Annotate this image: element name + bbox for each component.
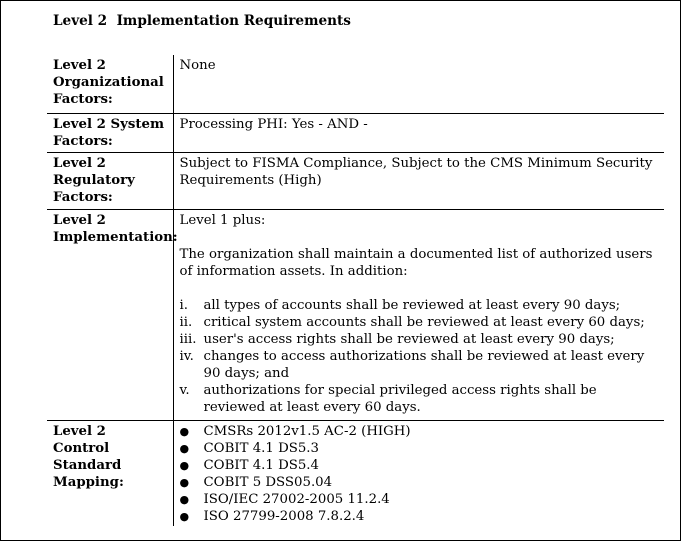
implementation-intro: Level 1 plus:	[179, 212, 266, 228]
list-item-text: COBIT 5 DSS05.04	[203, 474, 333, 490]
table-row	[47, 55, 664, 113]
table-row	[47, 152, 664, 209]
list-item-text: ISO 27799-2008 7.8.2.4	[203, 508, 365, 524]
list-item-number: iii.	[179, 331, 197, 347]
list-item	[180, 491, 659, 508]
list-item-text: critical system accounts shall be reviewed at least every 60 days;	[203, 314, 645, 330]
bullet-icon: ●	[179, 458, 190, 472]
list-item-number: iv.	[179, 348, 194, 364]
list-item	[180, 457, 659, 474]
row-value-regulatory-factors: Subject to FISMA Compliance, Subject to the CMS Minimum Security Requirements (High)	[173, 152, 664, 209]
table-row	[47, 420, 664, 526]
list-item-text: ISO/IEC 27002-2005 11.2.4	[203, 491, 390, 507]
list-item	[180, 314, 659, 331]
list-item-number: v.	[179, 382, 190, 398]
row-value-organizational-factors: None	[173, 55, 664, 113]
list-item-text: COBIT 4.1 DS5.3	[203, 440, 319, 456]
bullet-icon: ●	[179, 441, 190, 455]
row-label-system-factors: Level 2 System Factors:	[47, 113, 173, 152]
row-label-organizational-factors: Level 2 Organizational Factors:	[53, 58, 164, 107]
bullet-icon: ●	[179, 424, 190, 438]
list-item-text: all types of accounts shall be reviewed at least every 90 days;	[203, 297, 621, 313]
list-item-text: changes to access authorizations shall be reviewed at least every 90 days; and	[203, 348, 645, 381]
list-item-text: user's access rights shall be reviewed at least every 90 days;	[203, 331, 615, 347]
table-row	[47, 209, 664, 420]
list-item	[180, 348, 659, 382]
list-item	[180, 474, 659, 491]
list-item	[180, 440, 659, 457]
list-item	[180, 331, 659, 348]
list-item-text: authorizations for special privileged access rights shall be reviewed at least every 60 days.	[203, 382, 597, 415]
section-title: Level 2 Implementation Requirements	[53, 13, 351, 29]
row-value-control-standard-mapping	[173, 420, 664, 526]
implementation-list	[180, 297, 659, 416]
row-label-regulatory-factors: Level 2 Regulatory Factors:	[47, 152, 173, 209]
list-item	[180, 297, 659, 314]
mapping-list	[180, 423, 659, 525]
row-value-system-factors: Processing PHI: Yes - AND -	[173, 113, 664, 152]
bullet-icon: ●	[179, 509, 190, 523]
list-item	[180, 382, 659, 416]
list-item	[180, 423, 659, 440]
requirements-table	[47, 55, 664, 526]
list-item	[180, 508, 659, 525]
row-value-implementation	[173, 209, 664, 420]
row-label-implementation: Level 2 Implementation:	[47, 209, 173, 420]
implementation-paragraph: The organization shall maintain a documented list of authorized users of information assets. In addition:	[179, 246, 653, 279]
bullet-icon: ●	[179, 475, 190, 489]
list-item-number: i.	[179, 297, 188, 313]
bullet-icon: ●	[179, 492, 190, 506]
list-item-text: COBIT 4.1 DS5.4	[203, 457, 319, 473]
list-item-number: ii.	[179, 314, 193, 330]
row-label-control-standard-mapping: Level 2 Control Standard Mapping:	[47, 420, 173, 526]
list-item-text: CMSRs 2012v1.5 AC-2 (HIGH)	[203, 423, 411, 439]
table-row	[47, 113, 664, 152]
